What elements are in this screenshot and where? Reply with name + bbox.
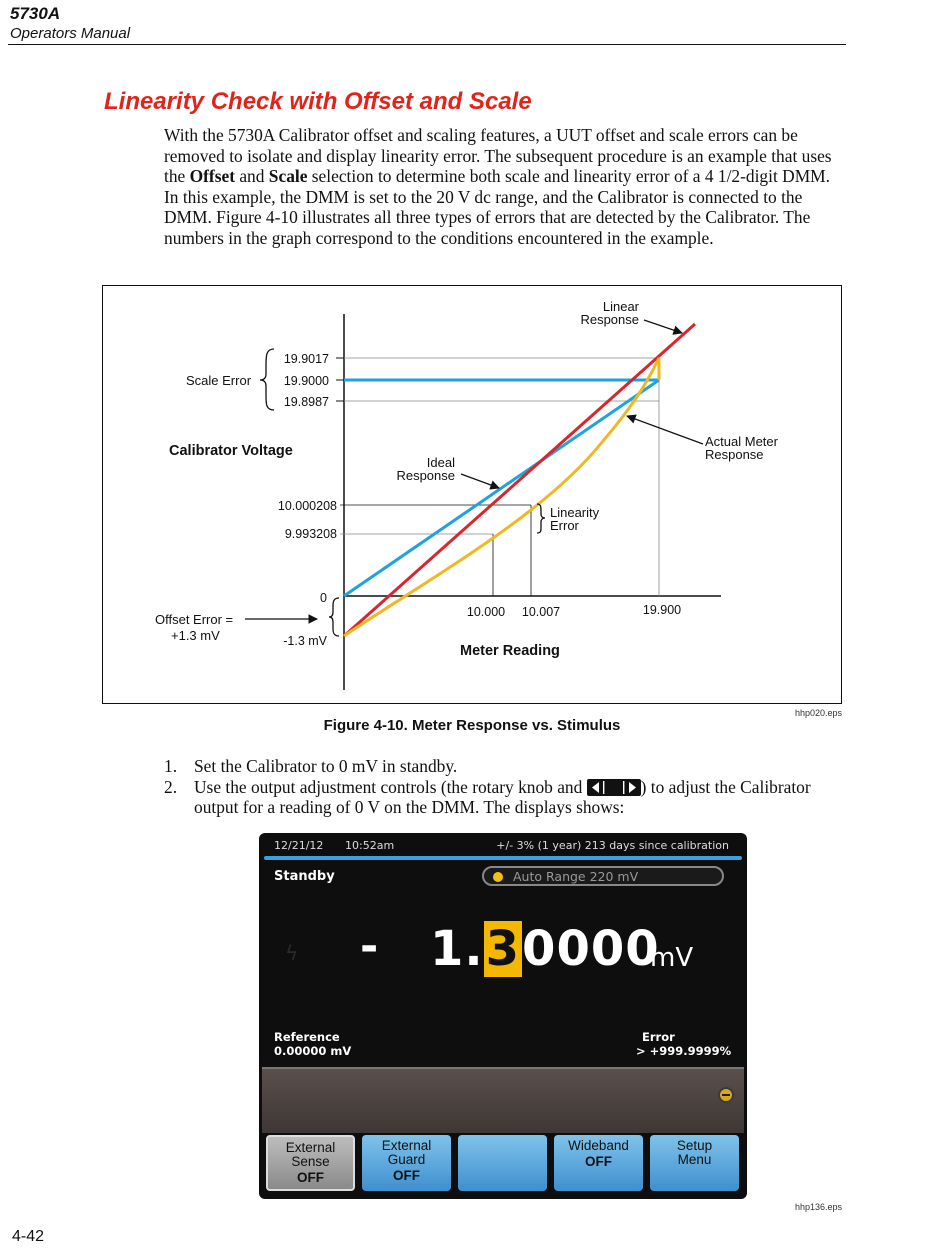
error-value: > +999.9999% (636, 1044, 732, 1058)
linear-response-label-2: Response (580, 312, 639, 327)
display-time: 10:52am (345, 839, 395, 852)
step-1: 1. Set the Calibrator to 0 mV in standby. (164, 756, 458, 776)
calibration-status: +/- 3% (1 year) 213 days since calibration (496, 839, 729, 852)
softkey-external-guard[interactable]: External Guard OFF (362, 1135, 451, 1191)
y-axis-label: Calibrator Voltage (169, 443, 293, 459)
arrow-keys-icon (587, 779, 641, 796)
actual-response-label-1: Actual Meter (705, 434, 778, 449)
scale-term: Scale (268, 166, 308, 187)
x-tick-10-007: 10.007 (521, 605, 561, 619)
operate-mode: Standby (274, 869, 335, 884)
step-2: 2. Use the output adjustment controls (the rotary knob and ) to adjust the Calibrator output for a reading of 0 V on the DMM. The displays shows: (164, 776, 811, 818)
ideal-response-label-2: Response (396, 468, 455, 483)
offset-error-label-2: +1.3 mV (171, 628, 220, 643)
procedure-steps (164, 756, 848, 818)
reference-value: 0.00000 mV (274, 1044, 352, 1058)
x-tick-19-900: 19.900 (642, 603, 682, 617)
display-date: 12/21/12 (274, 839, 324, 852)
ideal-response-arrow (461, 474, 499, 488)
y-tick-19-8987: 19.8987 (283, 395, 329, 409)
high-voltage-icon: ϟ (285, 941, 299, 965)
y-tick-minus-1-3: -1.3 mV (283, 634, 327, 648)
manual-model: 5730A (10, 4, 61, 23)
y-tick-19-9000: 19.9000 (283, 374, 329, 388)
output-sign: - (360, 921, 379, 972)
linearity-error-label-1: Linearity (550, 505, 600, 520)
ideal-response-line (344, 380, 659, 596)
y-tick-zero: 0 (320, 591, 327, 605)
offset-error-brace (329, 598, 339, 636)
x-tick-10-000: 10.000 (466, 605, 506, 619)
page-number: 4-42 (12, 1228, 45, 1245)
reference-label: Reference (274, 1030, 340, 1044)
intro-paragraph: With the 5730A Calibrator offset and scaling features, a UUT offset and scale errors can be removed to isolate and display linearity error. The subsequent procedure is an example that uses the Offset and Scale selection to determine both scale and linearity error of a 4 1/2-digit DMM. In this example, the DMM is set to the 20 V dc range, and the Calibrator is connected to the DMM. Figure 4-10 illustrates all three types of errors that are detected by the Calibrator. The numbers in the graph correspond to the conditions encountered in the example. (164, 125, 832, 248)
figure-file-id: hhp020.eps (794, 708, 842, 718)
calibrator-display (259, 833, 747, 1199)
y-tick-10-000208: 10.000208 (277, 499, 337, 513)
ideal-response-label-1: Ideal (426, 455, 455, 470)
softkey-setup-menu[interactable]: Setup Menu (650, 1135, 739, 1191)
figure-caption: Figure 4-10. Meter Response vs. Stimulus (323, 717, 621, 734)
output-unit: mV (650, 943, 694, 973)
range-dot-icon (493, 872, 503, 882)
figure-4-10 (102, 285, 842, 704)
linear-response-arrow (644, 320, 682, 333)
screen-file-id: hhp136.eps (794, 1202, 842, 1212)
header-rule (8, 44, 846, 45)
y-tick-19-9017: 19.9017 (283, 352, 329, 366)
meter-response-chart (103, 286, 843, 705)
status-bar (264, 856, 742, 860)
offset-term: Offset (189, 166, 235, 187)
linearity-error-label-2: Error (550, 518, 579, 533)
linear-response-label-1: Linear (602, 299, 639, 314)
manual-subtitle: Operators Manual (10, 25, 131, 42)
section-title: Linearity Check with Offset and Scale (104, 88, 532, 115)
range-indicator: Auto Range 220 mV (482, 866, 724, 886)
actual-response-label-2: Response (705, 447, 764, 462)
edit-cursor-digit[interactable]: 3 (485, 921, 521, 977)
linearity-error-brace (537, 504, 545, 533)
actual-response-arrow (627, 416, 703, 444)
softkey-blank[interactable] (458, 1135, 547, 1191)
minus-icon[interactable] (718, 1087, 734, 1103)
display-panel (262, 1067, 744, 1133)
scale-error-label: Scale Error (186, 373, 252, 388)
softkey-row (264, 1135, 742, 1193)
output-value: 1.30000 (430, 921, 660, 977)
scale-error-brace (260, 349, 274, 410)
offset-error-label-1: Offset Error = (155, 612, 234, 627)
softkey-external-sense[interactable]: External Sense OFF (266, 1135, 355, 1191)
error-label: Error (642, 1030, 675, 1044)
softkey-wideband[interactable]: Wideband OFF (554, 1135, 643, 1191)
x-axis-label: Meter Reading (460, 643, 560, 659)
y-tick-9-993208: 9.993208 (284, 527, 337, 541)
